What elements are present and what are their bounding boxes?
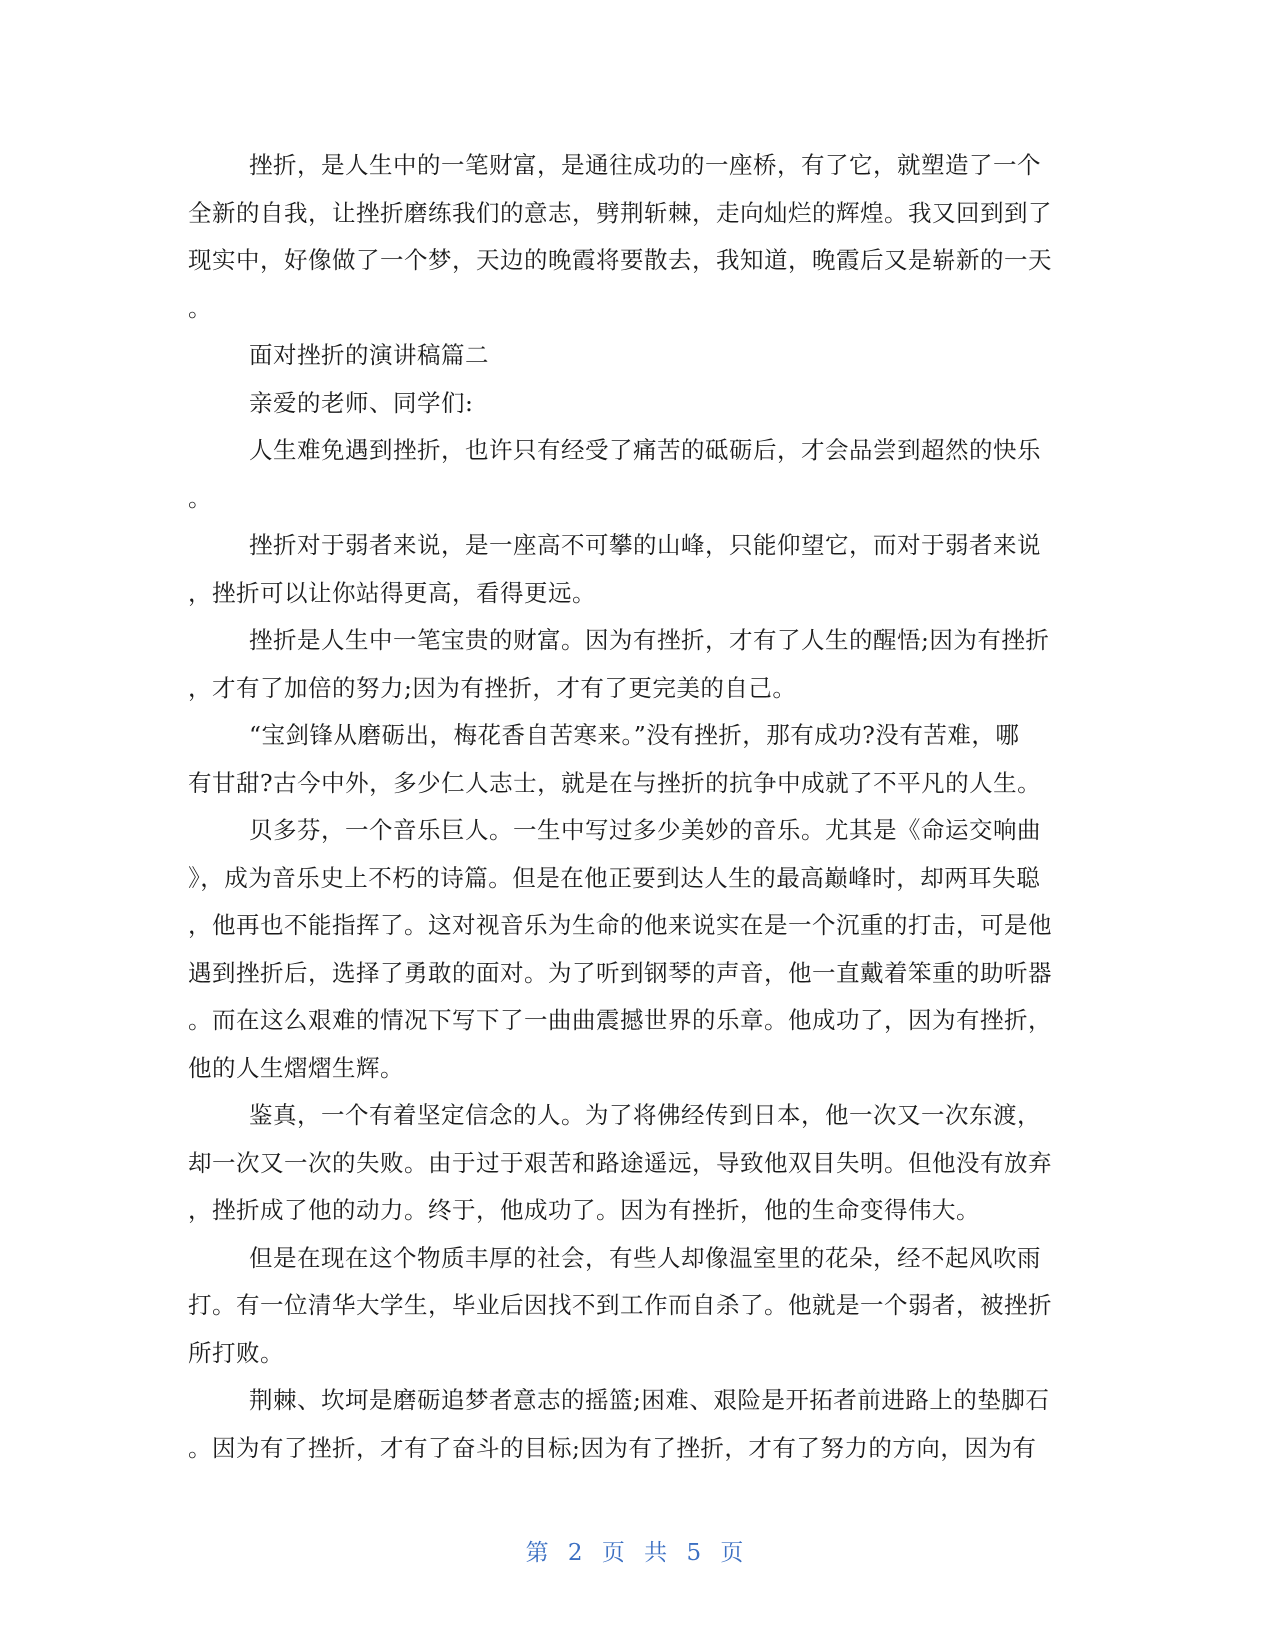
text-line: 》，成为音乐史上不朽的诗篇。但是在他正要到达人生的最高巅峰时，却两耳失聪 [188,863,1041,892]
text-line: 。而在这么艰难的情况下写下了一曲曲震撼世界的乐章。他成功了，因为有挫折， [188,1006,1052,1034]
text-line: 挫折是人生中一笔宝贵的财富。因为有挫折，才有了人生的醒悟;因为有挫折 [249,626,1050,654]
document-body [188,142,1090,1472]
text-line: 打。有一位清华大学生，毕业后因找不到工作而自杀了。他就是一个弱者，被挫折 [188,1291,1052,1319]
text-line: 挫折，是人生中的一笔财富，是通往成功的一座桥，有了它，就塑造了一个 [249,151,1041,179]
text-line: 。因为有了挫折，才有了奋斗的目标;因为有了挫折，才有了努力的方向，因为有 [188,1433,1037,1462]
text-line: 鉴真，一个有着坚定信念的人。为了将佛经传到日本，他一次又一次东渡， [249,1101,1041,1129]
text-line: 但是在现在这个物质丰厚的社会，有些人却像温室里的花朵，经不起风吹雨 [249,1243,1041,1272]
text-line: ，他再也不能指挥了。这对视音乐为生命的他来说实在是一个沉重的打击，可是他 [188,911,1052,939]
text-line: 现实中，好像做了一个梦，天边的晚霞将要散去，我知道，晚霞后又是崭新的一天 [188,246,1052,274]
text-line: ，挫折可以让你站得更高，看得更远。 [188,578,596,607]
text-line: 。 [188,483,212,512]
text-line: 他的人生熠熠生辉。 [188,1053,404,1082]
text-line: 贝多芬，一个音乐巨人。一生中写过多少美妙的音乐。尤其是《命运交响曲 [249,816,1041,844]
text-line: 。 [188,293,212,322]
text-line: 有甘甜?古今中外，多少仁人志士，就是在与挫折的抗争中成就了不平凡的人生。 [188,768,1042,797]
text-line: ，才有了加倍的努力;因为有挫折，才有了更完美的自己。 [188,673,797,702]
text-line: 荆棘、坎坷是磨砺追梦者意志的摇篮;困难、艰险是开拓者前进路上的垫脚石 [249,1386,1050,1414]
text-line: 遇到挫折后，选择了勇敢的面对。为了听到钢琴的声音，他一直戴着笨重的助听器 [188,958,1052,987]
text-line: 挫折对于弱者来说，是一座高不可攀的山峰，只能仰望它，而对于弱者来说 [249,531,1041,559]
text-line: 人生难免遇到挫折，也许只有经受了痛苦的砥砺后，才会品尝到超然的快乐 [249,436,1041,464]
section-heading: 面对挫折的演讲稿篇二 [249,341,489,369]
salutation: 亲爱的老师、同学们: [249,388,474,417]
text-line: 却一次又一次的失败。由于过于艰苦和路途遥远，导致他双目失明。但他没有放弃 [188,1148,1052,1177]
page-number-footer: 第 2 页 共 5 页 [525,1540,750,1566]
text-line: “宝剑锋从磨砺出，梅花香自苦寒来。”没有挫折，那有成功?没有苦难，哪 [249,721,1020,749]
text-line: ，挫折成了他的动力。终于，他成功了。因为有挫折，他的生命变得伟大。 [188,1196,980,1224]
text-line: 所打败。 [188,1338,284,1367]
text-line: 全新的自我，让挫折磨练我们的意志，劈荆斩棘，走向灿烂的辉煌。我又回到到了 [188,198,1052,227]
